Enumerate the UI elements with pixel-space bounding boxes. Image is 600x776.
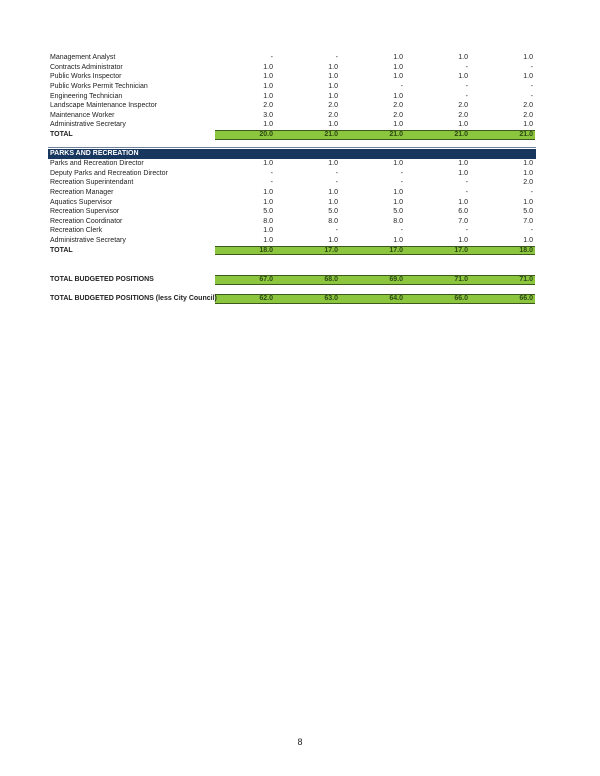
row-value: 1.0 — [393, 63, 403, 71]
page-number: 8 — [297, 737, 303, 747]
row-value: 64.0 — [389, 295, 403, 303]
row-label: TOTAL — [50, 246, 73, 254]
row-value: 1.0 — [393, 198, 403, 206]
row-value: 7.0 — [458, 217, 468, 225]
table-row — [48, 169, 536, 179]
table-row — [48, 159, 536, 169]
row-value: 68.0 — [324, 276, 338, 284]
row-value: 1.0 — [458, 121, 468, 129]
row-value: 1.0 — [458, 73, 468, 81]
total-row — [48, 130, 536, 140]
row-value: 1.0 — [458, 160, 468, 168]
row-value: 1.0 — [263, 189, 273, 196]
row-value: 18.0 — [259, 246, 273, 254]
row-value: 66.0 — [454, 295, 468, 303]
row-value: 21.0 — [389, 131, 403, 138]
row-value: - — [270, 54, 273, 62]
table-row — [48, 63, 536, 73]
row-value: 2.0 — [393, 102, 403, 110]
row-value: 62.0 — [259, 295, 273, 303]
row-value: 7.0 — [523, 217, 533, 225]
table-row — [48, 188, 536, 198]
row-label: Engineering Technician — [50, 92, 123, 100]
row-label: Administrative Secretary — [50, 121, 126, 129]
row-label: Public Works Inspector — [50, 73, 122, 81]
row-value: 1.0 — [458, 237, 468, 244]
row-value: 66.0 — [519, 295, 533, 303]
row-label: Aquatics Supervisor — [50, 198, 113, 206]
row-value: 2.0 — [328, 111, 338, 119]
row-value: 5.0 — [328, 208, 338, 216]
row-value: 2.0 — [458, 102, 468, 110]
row-label: Parks and Recreation Director — [50, 160, 144, 168]
row-value: 2.0 — [328, 102, 338, 110]
row-value: 21.0 — [454, 131, 468, 138]
table-row — [48, 92, 536, 102]
row-value: - — [400, 179, 403, 187]
row-value: 1.0 — [523, 169, 533, 177]
row-value: 5.0 — [393, 208, 403, 216]
row-label: Management Analyst — [50, 54, 116, 62]
row-value: - — [335, 54, 338, 62]
row-value: - — [465, 227, 468, 235]
row-label: Recreation Superintendant — [50, 179, 134, 187]
row-value: 1.0 — [393, 73, 403, 81]
table-row — [48, 178, 536, 188]
table-row — [48, 226, 536, 236]
row-value: 2.0 — [523, 102, 533, 110]
row-value: 8.0 — [393, 217, 403, 225]
row-value: 1.0 — [328, 198, 338, 206]
row-value: 1.0 — [458, 169, 468, 177]
row-value: 17.0 — [454, 246, 468, 254]
table-row — [48, 236, 536, 246]
table-row — [48, 111, 536, 121]
row-value: 1.0 — [263, 227, 273, 235]
row-value: - — [465, 92, 468, 100]
row-value: 1.0 — [263, 92, 273, 100]
row-value: 67.0 — [259, 276, 273, 284]
table-row — [48, 120, 536, 130]
row-label: Recreation Coordinator — [50, 217, 123, 225]
table-row — [48, 72, 536, 82]
row-value: - — [270, 179, 273, 187]
row-value: 1.0 — [328, 121, 338, 129]
row-value: - — [530, 189, 533, 196]
row-value: 8.0 — [263, 217, 273, 225]
row-label: Recreation Supervisor — [50, 208, 120, 216]
row-value: - — [270, 169, 273, 177]
row-value: 63.0 — [324, 295, 338, 303]
row-value: 20.0 — [259, 131, 273, 138]
row-value: 1.0 — [328, 189, 338, 196]
row-label: Contracts Administrator — [50, 63, 123, 71]
row-value: 1.0 — [523, 237, 533, 244]
row-label: Deputy Parks and Recreation Director — [50, 169, 168, 177]
row-value: 21.0 — [519, 131, 533, 138]
row-value: 1.0 — [263, 63, 273, 71]
table-row — [48, 207, 536, 217]
row-value: - — [335, 179, 338, 187]
row-value: 2.0 — [393, 111, 403, 119]
row-label: Administrative Secretary — [50, 237, 126, 244]
row-value: 1.0 — [393, 121, 403, 129]
row-value: - — [530, 92, 533, 100]
row-value: 1.0 — [328, 92, 338, 100]
row-value: 1.0 — [263, 73, 273, 81]
row-value: 1.0 — [263, 237, 273, 244]
table-row — [48, 198, 536, 208]
row-value: 69.0 — [389, 276, 403, 284]
row-label: Maintenance Worker — [50, 111, 115, 119]
row-value: - — [465, 63, 468, 71]
row-value: 1.0 — [393, 189, 403, 196]
row-value: 1.0 — [393, 160, 403, 168]
row-value: 17.0 — [389, 246, 403, 254]
row-value: 1.0 — [263, 198, 273, 206]
row-value: 17.0 — [324, 246, 338, 254]
row-value: - — [465, 83, 468, 90]
table-row — [48, 217, 536, 227]
row-value: - — [400, 227, 403, 235]
row-value: 1.0 — [263, 160, 273, 168]
row-label: Public Works Permit Technician — [50, 83, 148, 90]
section-header-label: PARKS AND RECREATION — [50, 150, 139, 157]
row-value: - — [530, 63, 533, 71]
row-label: Recreation Clerk — [50, 227, 103, 235]
row-value: 1.0 — [328, 73, 338, 81]
row-value: - — [530, 83, 533, 90]
row-value: 1.0 — [523, 198, 533, 206]
row-value: - — [400, 83, 403, 90]
row-label: Landscape Maintenance Inspector — [50, 102, 158, 110]
section-header-parks-recreation — [48, 149, 536, 159]
table-row — [48, 53, 536, 63]
row-value: 18.0 — [519, 246, 533, 254]
row-value: 5.0 — [523, 208, 533, 216]
row-label: Recreation Manager — [50, 189, 114, 196]
row-value: 1.0 — [523, 54, 533, 62]
row-value: 2.0 — [523, 179, 533, 187]
grand-row — [48, 294, 536, 304]
row-value: 71.0 — [519, 276, 533, 284]
row-value: 2.0 — [523, 111, 533, 119]
section-divider — [48, 147, 536, 148]
row-value: 1.0 — [523, 73, 533, 81]
row-value: 21.0 — [324, 131, 338, 138]
row-label: TOTAL BUDGETED POSITIONS — [50, 276, 154, 284]
row-label: TOTAL — [50, 131, 73, 138]
row-value: - — [465, 179, 468, 187]
row-value: 1.0 — [328, 160, 338, 168]
row-value: 2.0 — [458, 111, 468, 119]
row-value: 1.0 — [393, 92, 403, 100]
table-row — [48, 82, 536, 92]
row-value: 2.0 — [263, 102, 273, 110]
row-value: 71.0 — [454, 276, 468, 284]
total-row — [48, 246, 536, 256]
row-value: - — [335, 227, 338, 235]
row-value: - — [335, 169, 338, 177]
row-value: 1.0 — [263, 121, 273, 129]
row-value: 3.0 — [263, 111, 273, 119]
row-value: - — [530, 227, 533, 235]
row-value: 1.0 — [263, 83, 273, 90]
row-value: 1.0 — [328, 237, 338, 244]
row-value: 1.0 — [328, 63, 338, 71]
row-value: 1.0 — [458, 198, 468, 206]
row-value: 1.0 — [458, 54, 468, 62]
row-value: 1.0 — [328, 83, 338, 90]
row-value: 1.0 — [523, 160, 533, 168]
row-label: TOTAL BUDGETED POSITIONS (less City Council) — [50, 295, 217, 303]
row-value: 8.0 — [328, 217, 338, 225]
row-value: 6.0 — [458, 208, 468, 216]
grand-row — [48, 275, 536, 285]
table-row — [48, 101, 536, 111]
row-value: 1.0 — [393, 237, 403, 244]
row-value: 5.0 — [263, 208, 273, 216]
row-value: - — [400, 169, 403, 177]
row-value: 1.0 — [523, 121, 533, 129]
row-value: - — [465, 189, 468, 196]
row-value: 1.0 — [393, 54, 403, 62]
